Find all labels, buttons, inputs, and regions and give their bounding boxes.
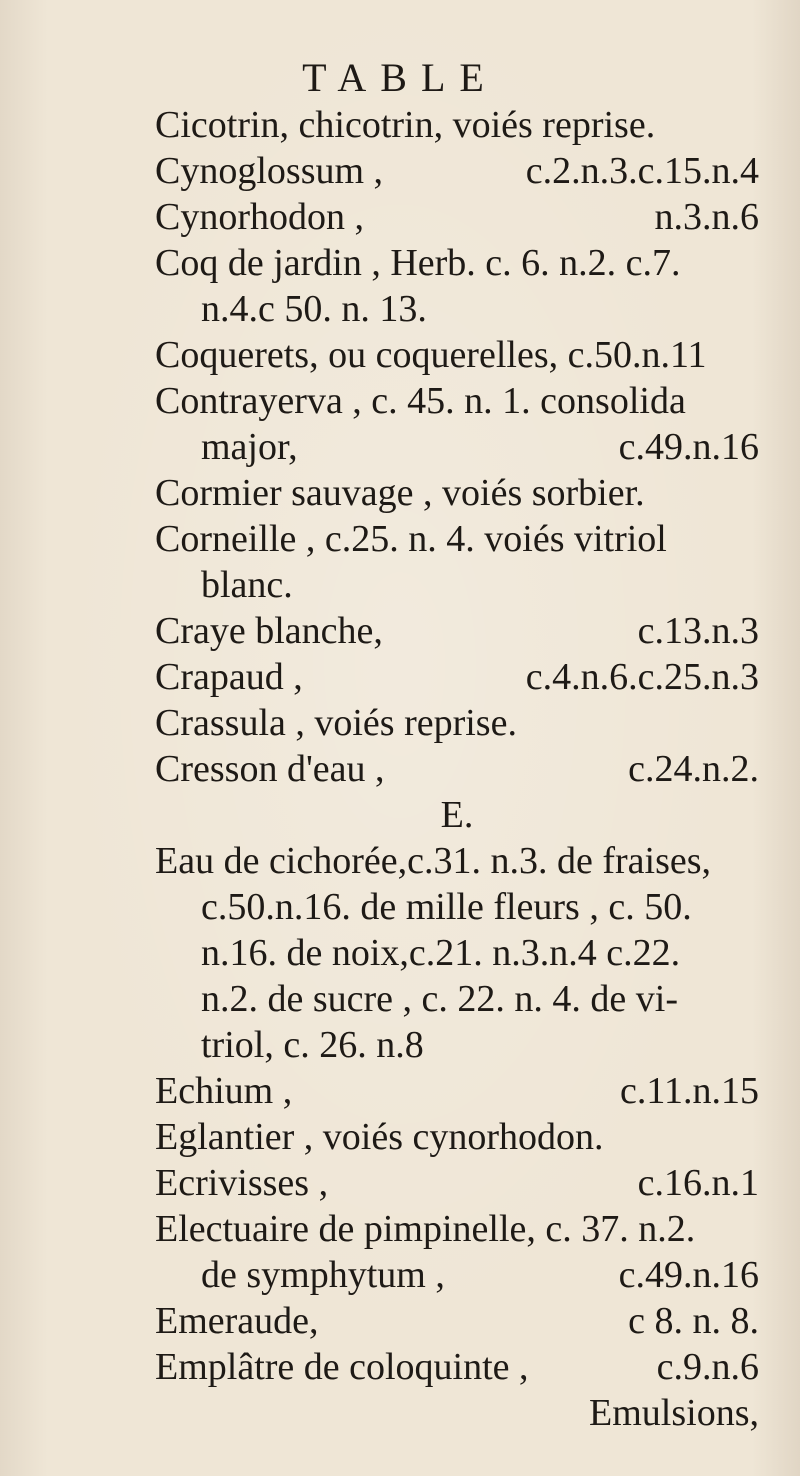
- index-entry: [155, 1022, 759, 1068]
- index-entry: [155, 838, 759, 884]
- index-entry: [155, 1206, 759, 1252]
- entry-term: Emulsions,: [589, 1392, 759, 1434]
- index-entry: [155, 1068, 759, 1114]
- entry-reference: c.4.n.6.c.25.n.3: [525, 656, 759, 698]
- index-entry: [155, 930, 759, 976]
- entry-term: Emplâtre de coloquinte ,: [155, 1346, 529, 1388]
- entry-term: Electuaire de pimpinelle, c. 37. n.2.: [155, 1208, 696, 1250]
- entry-reference: c.9.n.6: [656, 1346, 759, 1388]
- entry-term: Ecrivisses ,: [155, 1162, 329, 1204]
- index-entry: [155, 562, 759, 608]
- index-entry: [155, 654, 759, 700]
- index-entry: [155, 148, 759, 194]
- entry-term: Eglantier , voiés cynorhodon.: [155, 1116, 604, 1158]
- entry-term: Echium ,: [155, 1070, 293, 1112]
- entry-reference: c 8. n. 8.: [628, 1300, 759, 1342]
- entry-reference: c.49.n.16: [618, 1254, 759, 1296]
- entry-term: de symphytum ,: [201, 1254, 445, 1296]
- entry-term: Cicotrin, chicotrin, voiés reprise.: [155, 104, 656, 146]
- index-entry: [155, 700, 759, 746]
- entry-term: Contrayerva , c. 45. n. 1. consolida: [155, 380, 686, 422]
- index-entries: [155, 102, 759, 1436]
- index-entry: [155, 424, 759, 470]
- entry-term: Crapaud ,: [155, 656, 303, 698]
- entry-term: n.16. de noix,c.21. n.3.n.4 c.22.: [201, 932, 681, 974]
- entry-reference: c.24.n.2.: [628, 748, 759, 790]
- entry-term: Eau de cichorée,c.31. n.3. de fraises,: [155, 840, 712, 882]
- entry-term: blanc.: [201, 564, 293, 606]
- entry-term: Corneille , c.25. n. 4. voiés vitriol: [155, 518, 667, 560]
- index-entry: [155, 884, 759, 930]
- index-entry: [155, 1298, 759, 1344]
- entry-term: Cormier sauvage , voiés sorbier.: [155, 472, 645, 514]
- index-entry: [155, 332, 759, 378]
- index-entry: [155, 746, 759, 792]
- entry-term: Crassula , voiés reprise.: [155, 702, 517, 744]
- entry-term: n.2. de sucre , c. 22. n. 4. de vi-: [201, 978, 678, 1020]
- index-entry: [155, 240, 759, 286]
- index-entry: [155, 976, 759, 1022]
- section-letter: [155, 792, 759, 838]
- index-entry: [155, 1252, 759, 1298]
- index-entry: [155, 194, 759, 240]
- index-entry: [155, 102, 759, 148]
- entry-reference: c.16.n.1: [637, 1162, 759, 1204]
- entry-term: major,: [201, 426, 298, 468]
- entry-term: Cynorhodon ,: [155, 196, 364, 238]
- entry-reference: c.13.n.3: [637, 610, 759, 652]
- entry-term: Coq de jardin , Herb. c. 6. n.2. c.7.: [155, 242, 681, 284]
- entry-reference: c.49.n.16: [618, 426, 759, 468]
- entry-term: Coquerets, ou coquerelles, c.50.n.11: [155, 334, 707, 376]
- entry-term: Emeraude,: [155, 1300, 319, 1342]
- entry-reference: c.11.n.15: [620, 1070, 759, 1112]
- entry-reference: c.2.n.3.c.15.n.4: [525, 150, 759, 192]
- index-entry: [155, 1390, 759, 1436]
- entry-term: triol, c. 26. n.8: [201, 1024, 424, 1066]
- index-entry: [155, 516, 759, 562]
- index-entry: [155, 286, 759, 332]
- index-entry: [155, 608, 759, 654]
- index-entry: [155, 1344, 759, 1390]
- entry-reference: n.3.n.6: [654, 196, 759, 238]
- index-entry: [155, 470, 759, 516]
- index-entry: [155, 1114, 759, 1160]
- index-entry: [155, 378, 759, 424]
- entry-term: n.4.c 50. n. 13.: [201, 288, 427, 330]
- page-header: TABLE: [302, 55, 498, 100]
- entry-term: E.: [440, 794, 474, 836]
- entry-term: Cresson d'eau ,: [155, 748, 385, 790]
- entry-term: Cynoglossum ,: [155, 150, 384, 192]
- index-entry: [155, 1160, 759, 1206]
- entry-term: c.50.n.16. de mille fleurs , c. 50.: [201, 886, 692, 928]
- entry-term: Craye blanche,: [155, 610, 383, 652]
